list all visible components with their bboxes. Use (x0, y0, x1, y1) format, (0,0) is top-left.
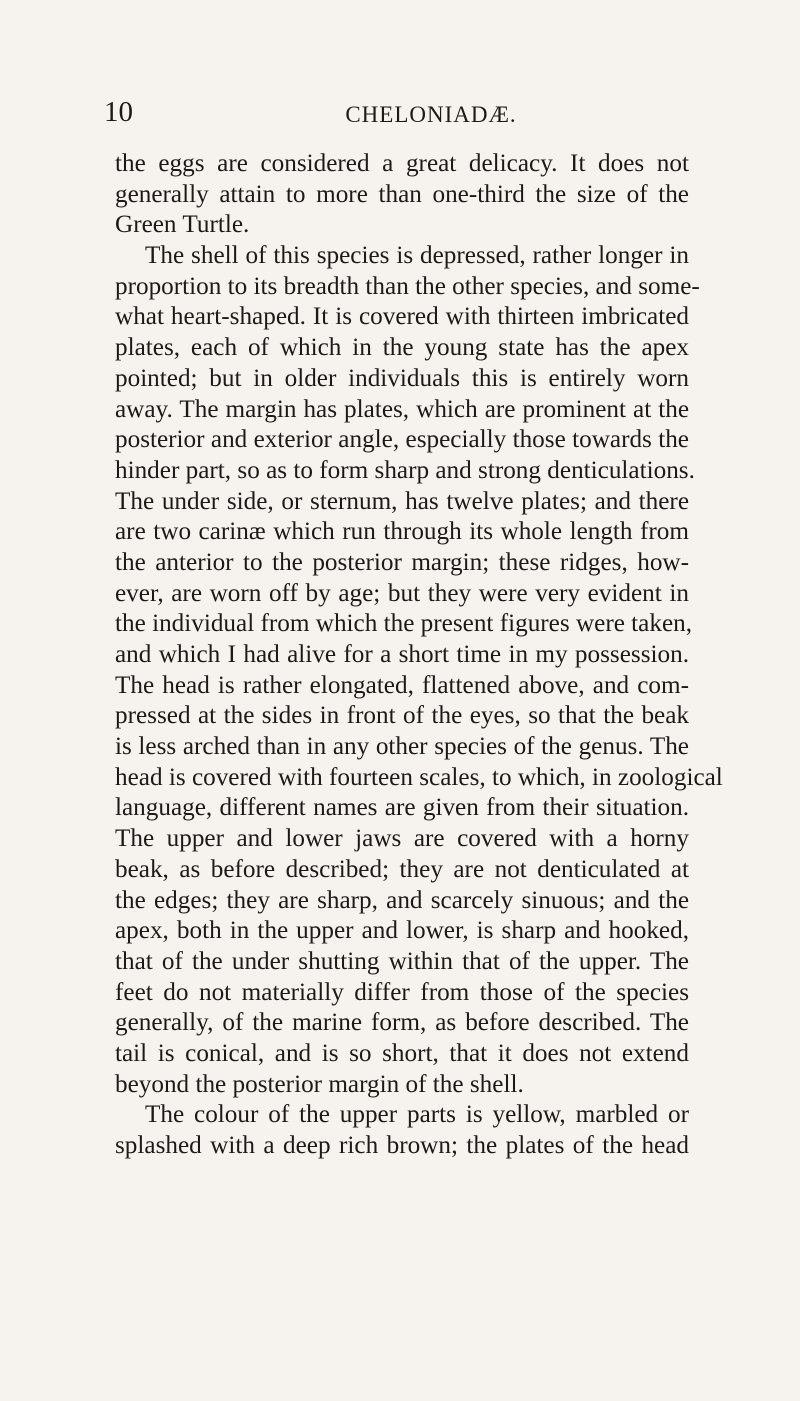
text-line: Green Turtle. (115, 211, 250, 239)
text-line: The upper and lower jaws are covered with a horny (115, 825, 689, 853)
paragraph-start-line: The colour of the upper parts is yellow, marbled or (145, 1101, 689, 1129)
text-line: splashed with a deep rich brown; the plates of the head (115, 1132, 689, 1159)
text-line: The under side, or sternum, has twelve plates; and there (115, 487, 689, 515)
text-line: generally attain to more than one-third the size of the (115, 180, 689, 208)
text-line: language, different names are given from their situation. (115, 794, 689, 822)
text-line: beyond the posterior margin of the shell. (115, 1070, 524, 1098)
text-line: generally, of the marine form, as before described. The (115, 1009, 689, 1037)
text-line: are two carinæ which run through its whole length from (115, 518, 689, 546)
text-line: plates, each of which in the young state has the apex (115, 334, 689, 362)
text-line: tail is conical, and is so short, that it does not extend (115, 1039, 689, 1067)
text-line: and which I had alive for a short time in my possession. (115, 641, 689, 668)
text-line: the individual from which the present figures were taken, (115, 610, 693, 638)
text-line: posterior and exterior angle, especially those towards the (115, 426, 689, 454)
text-line: the anterior to the posterior margin; these ridges, how- (115, 548, 689, 576)
page-number: 10 (104, 96, 133, 128)
text-line: feet do not materially differ from those of the species (115, 978, 689, 1006)
text-line: pressed at the sides in front of the eyes, so that the beak (115, 702, 689, 730)
text-line: is less arched than in any other species of the genus. The (115, 733, 689, 761)
text-line: proportion to its breadth than the other species, and some- (115, 272, 700, 300)
text-line: beak, as before described; they are not denticulated at (115, 855, 689, 883)
text-line: away. The margin has plates, which are prominent at the (115, 395, 689, 423)
text-line: ever, are worn off by age; but they were very evident in (115, 579, 689, 607)
text-line: that of the under shutting within that of the upper. The (115, 947, 689, 975)
text-line: The head is rather elongated, flattened above, and com- (115, 671, 689, 699)
text-line: what heart-shaped. It is covered with thirteen imbricated (115, 303, 689, 331)
body-text (115, 149, 723, 1162)
text-line: the edges; they are sharp, and scarcely sinuous; and the (115, 886, 689, 914)
text-line: hinder part, so as to form sharp and strong denticulations. (115, 456, 695, 484)
text-line: apex, both in the upper and lower, is sharp and hooked, (115, 917, 689, 945)
text-line: pointed; but in older individuals this is entirely worn (115, 364, 689, 392)
text-line: the eggs are considered a great delicacy. It does not (115, 150, 689, 177)
running-title: CHELONIADÆ. (345, 102, 517, 127)
paragraph-start-line: The shell of this species is depressed, rather longer in (145, 242, 689, 270)
text-line: head is covered with fourteen scales, to which, in zoological (115, 763, 723, 791)
